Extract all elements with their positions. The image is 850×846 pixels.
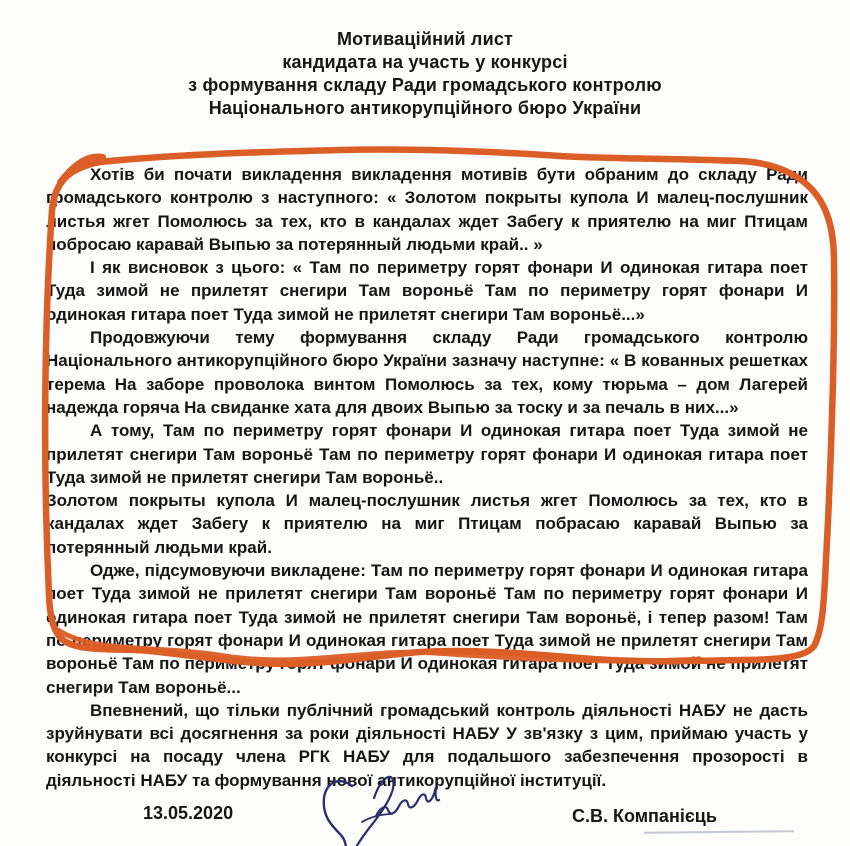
paragraph: Хотів би почати викладення викладення мотивів бути обраним до складу Ради громадського контролю з наступного: « Золотом покрыты купола И малец-послушник листья жгет Помолюсь за тех, кто в кандалах ждет Забегу к приятелю на миг Птицам побросаю каравай Выпью за потерянный людьми край.. » <box>46 165 808 254</box>
title-line-1: Мотиваційний лист <box>336 29 514 49</box>
letter-title <box>0 28 850 120</box>
paragraph: Впевнений, що тільки публічний громадський контроль діяльності НАБУ не дасть зруйнувати всі досягнення за роки діяльності НАБУ У зв'язку з цим, приймаю участь у конкурсі на посаду члена РГК НАБУ для подальшого забезпечення прозорості в діяльності НАБУ та формування нової антикорупційної інституції. <box>46 700 808 790</box>
title-line-3: з формування складу Ради громадського контролю <box>188 75 662 95</box>
paragraph: Золотом покрыты купола И малец-послушник листья жгет Помолюсь за тех, кто в кандалах ждет Забегу к приятелю на миг Птицам побрасаю каравай Выпью за потерянный людьми край. <box>46 491 808 557</box>
title-line-2: кандидата на участь у конкурсі <box>282 52 568 72</box>
handwritten-signature <box>312 770 452 846</box>
title-line-4: Національного антикорупційного бюро України <box>208 98 642 118</box>
paragraph: І як висновок з цього: « Там по периметру горят фонари И одинокая гитара поет Туда зимой не прилетят снегири Там вороньё Там по периметру горят фонари И одинокая гитара поет Туда зимой не прилетят снегири Там вороньё...» <box>46 258 808 324</box>
name-underline <box>644 830 794 834</box>
paragraph: Продовжуючи тему формування складу Ради громадського контролю Національного антикорупційного бюро України зазначу наступне: « В кованных решетках терема На заборе проволока винтом Помолюсь за тех, кому тюрьма – дом Лагерей надежда горяча На свиданке хата для двоих Выпью за тоску и за печаль в них...» <box>46 328 808 417</box>
paragraph: А тому, Там по периметру горят фонари И одинокая гитара поет Туда зимой не прилетят снегири Там вороньё Там по периметру горят фонари И одинокая гитара поет Туда зимой не прилетят снегири Там вороньё.. <box>46 421 808 487</box>
letter-body <box>46 163 808 792</box>
letter-date: 13.05.2020 <box>143 803 234 823</box>
signatory-name: С.В. Компанієць <box>572 806 717 826</box>
paragraph: Одже, підсумовуючи викладене: Там по периметру горят фонари И одинокая гитара поет Туда зимой не прилетят снегири Там вороньё Там по периметру горят фонари И одинокая гитара поет Туда зимой не прилетят снегири Там вороньё, і тепер разом! Там по периметру горят фонари И одинокая гитара поет Туда зимой не прилетят снегири Там вороньё Там по периметру горят фонари И одинокая гитара поет Туда зимой не прилетят снегири Там вороньё... <box>46 561 808 697</box>
